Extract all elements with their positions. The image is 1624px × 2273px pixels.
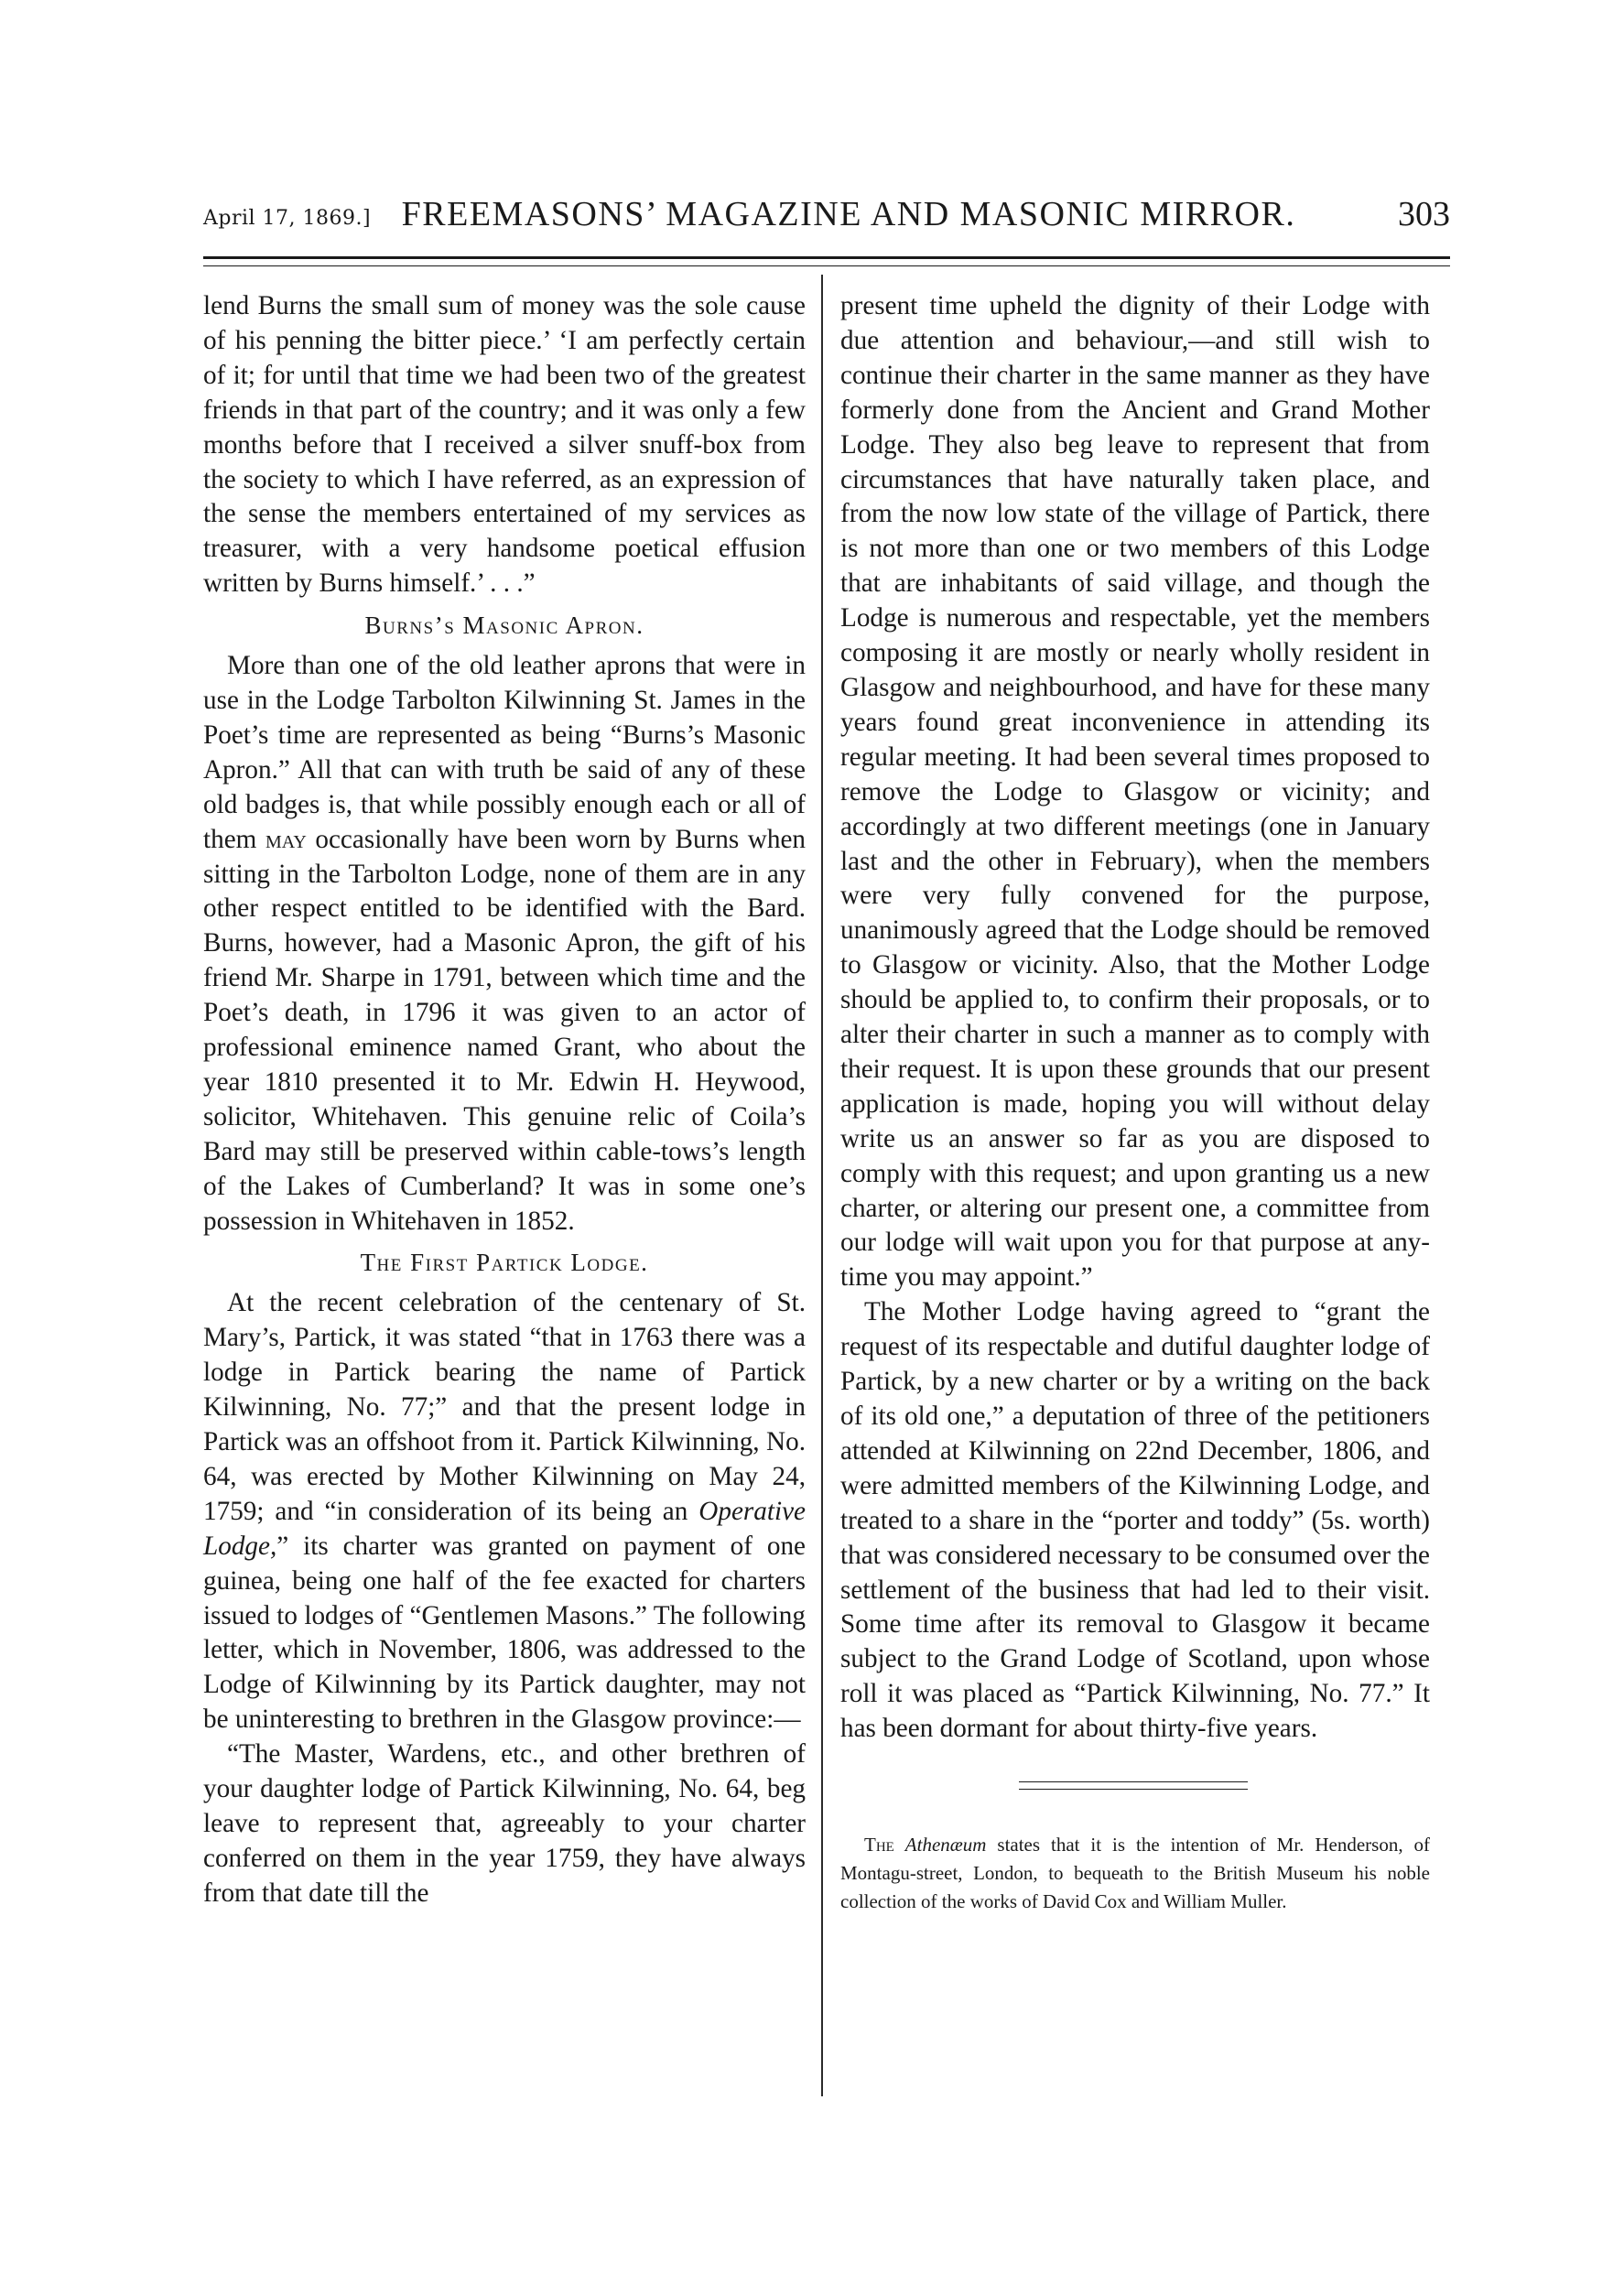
right-column [840, 289, 1430, 1916]
magazine-title: FREEMASONS’ MAGAZINE AND MASONIC MIRROR. [401, 195, 1296, 233]
footnote-text: states that it is the intention of Mr. Henderson, of Montagu-street, London, to bequeath to the British Museum his noble collection of the works of David Cox and William Muller. [840, 1834, 1431, 1913]
footnote-lead: The [864, 1834, 894, 1856]
separator-rule-lower [1019, 1789, 1248, 1790]
header-rule-thick [203, 256, 1450, 259]
partick-text-part-1: At the recent celebration of the centenary of St. Mary’s, Partick, it was stated “that in 1763 there was a lodge in Partick bearing the name of Partick Kilwinning, No. 77;” and that the present lodge in Partick was an offshoot from it. Partick Kilwinning, No. 64, was erected by Mother Kilwinning on May 24, 1759; and “in consideration of its being an [203, 1288, 806, 1526]
separator-rule-upper [1019, 1781, 1248, 1782]
paragraph-mother-lodge: The Mother Lodge having agreed to “grant the request of its respectable and dutiful daughter lodge of Partick, by a new charter or by a writing on the back of its old one,” a deputation of three of the petitioners attended at Kilwinning on 22nd December, 1806, and were admitted members of the Kilwinning Lodge, and treated to a share in the “porter and toddy” (5s. worth) that was considered necessary to be consumed over the settlement of the business that had led to their visit. Some time after its removal to Glasgow it became subject to the Grand Lodge of Scotland, upon whose roll it was placed as “Partick Kilwinning, No. 77.” It has been dormant for about thirty-five years. [840, 1297, 1430, 1744]
footnote-publication: Athenæum [904, 1834, 987, 1856]
column-divider [821, 275, 823, 2096]
section-heading-partick-lodge: The First Partick Lodge. [360, 1249, 649, 1277]
paragraph-masonic-apron [203, 649, 806, 1239]
section-heading-masonic-apron: Burns’s Masonic Apron. [364, 612, 644, 640]
left-column [203, 289, 806, 1911]
paragraph-letter-continued: present time upheld the dignity of their Lodge with due attention and behaviour,—and still wish to continue their charter in the same manner as they have formerly done from the Ancient and Grand Mother Lodge. They also beg leave to represent that from circumstances that have naturally taken place, and from the now low state of the village of Partick, there is not more than one or two members of this Lodge that are inhabitants of said village, and though the Lodge is numerous and respectable, yet the members composing it are mostly or nearly wholly resident in Glasgow and neighbourhood, and have for these many years found great inconvenience in attending its regular meeting. It had been several times proposed to remove the Lodge to Glasgow or vicinity; and accordingly at two different meetings (one in January last and the other in February), when the members were very fully convened for the purpose, unanimously agreed that the Lodge should be removed to Glasgow or vicinity. Also, that the Mother Lodge should be applied to, to confirm their proposals, or to alter their charter in such a manner as to comply with their request. It is upon these grounds that our present application is made, hoping you will without delay write us an answer so far as you are disposed to comply with this request; and upon granting us a new charter, or altering our present one, a committee from our lodge will wait upon you for that purpose at any-time you may appoint.” [840, 291, 1430, 1293]
paragraph-letter-opening: “The Master, Wardens, etc., and other brethren of your daughter lodge of Partick Kilwinning, No. 64, beg leave to represent that, agreeably to your charter conferred on them in the year 1759, they have always from that date till the [203, 1739, 806, 1908]
article-separator [840, 1781, 1430, 1807]
apron-text-part-1: More than one of the old leather aprons that were in use in the Lodge Tarbolton Kilwinning St. James in the Poet’s time are represented as being “Burns’s Masonic Apron.” All that can with truth be said of any of these old badges is, that while possibly enough each or all of them [203, 651, 806, 854]
page-number: 303 [1398, 195, 1450, 233]
emphasis-may: may [265, 824, 307, 854]
paragraph-snuff-box: lend Burns the small sum of money was the sole cause of his penning the bitter piece.’ ‘I am perfectly certain of it; for until that time we had been two of the greatest friends in that part of the country; and it was only a few months before that I received a silver snuff-box from the society to which I have referred, as an expression of the sense the members entertained of my services as treasurer, with a very handsome poetical effusion written by Burns himself.’ . . .” [203, 291, 806, 599]
header-rule-thin [203, 265, 1450, 266]
apron-text-part-2: occasionally have been worn by Burns when sitting in the Tarbolton Lodge, none of them are in any other respect entitled to be identified with the Bard. Burns, however, had a Masonic Apron, the gift of his friend Mr. Sharpe in 1791, between which time and the Poet’s death, in 1796 it was given to an actor of professional eminence named Grant, who about the year 1810 presented it to Mr. Edwin H. Heywood, solicitor, Whitehaven. This genuine relic of Coila’s Bard may still be preserved within cable-tows’s length of the Lakes of Cumberland? It was in some one’s possession in Whitehaven in 1852. [203, 824, 807, 1236]
issue-date: April 17, 1869.] [203, 207, 372, 230]
paragraph-partick-centenary [203, 1286, 806, 1737]
footnote-athenaeum [840, 1831, 1430, 1916]
partick-text-part-2: ” its charter was granted on payment of one guinea, being one half of the fee exacted for charters issued to lodges of “Gentlemen Masons.” The following letter, which in November, 1806, was addressed to the Lodge of Kilwinning by its Partick daughter, may not be uninteresting to brethren in the Glasgow province:— [203, 1531, 806, 1735]
italic-operative-lodge: Operative Lodge, [203, 1496, 806, 1561]
running-header [203, 194, 1450, 240]
